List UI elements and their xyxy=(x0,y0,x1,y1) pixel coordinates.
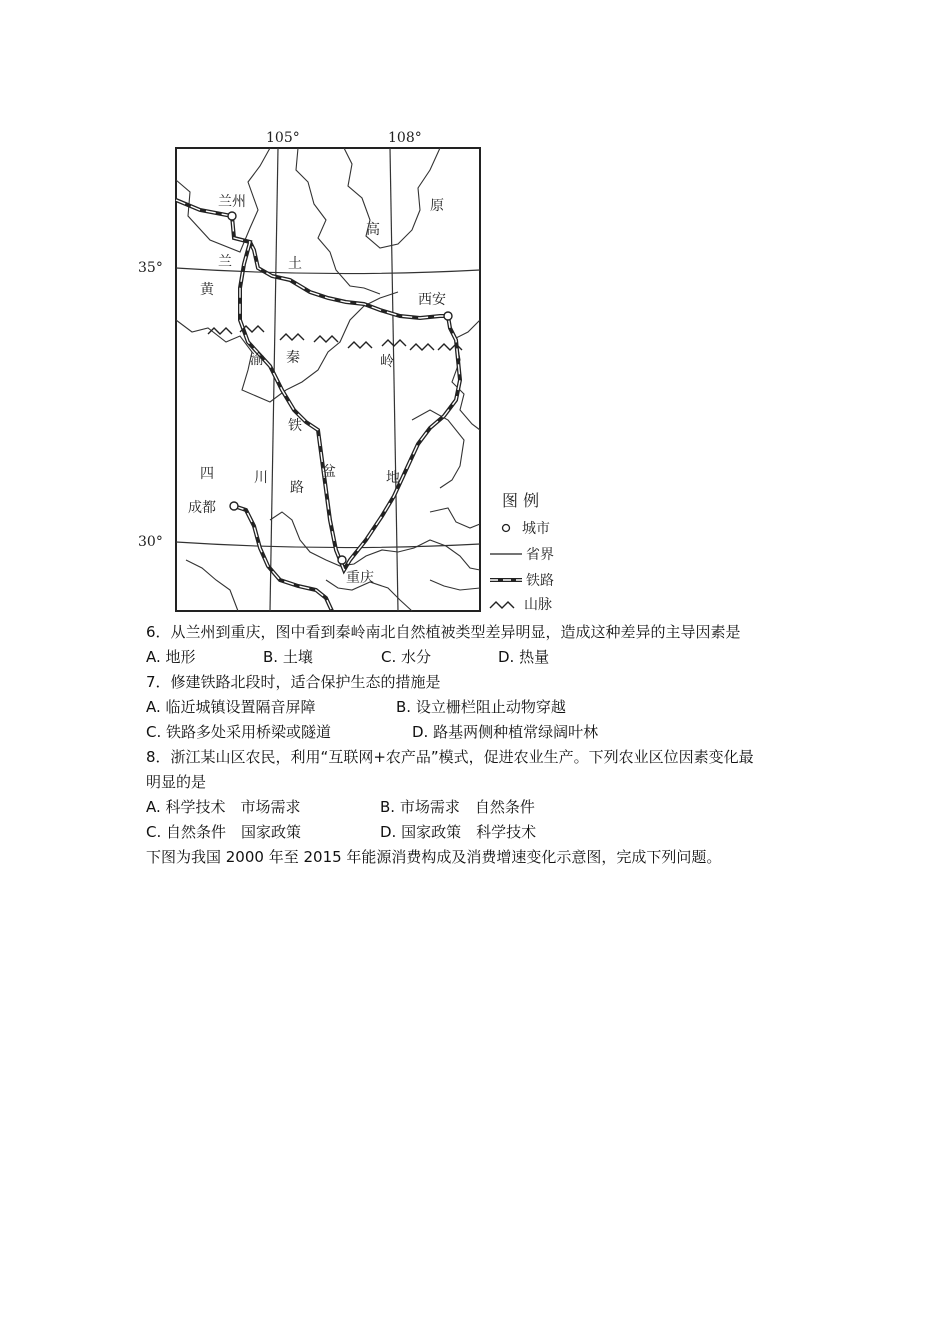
q8-option-c[interactable]: C. 自然条件 国家政策 xyxy=(146,823,302,841)
lon-label-105: 105° xyxy=(266,130,300,146)
q8-stem-line2: 明显的是 xyxy=(146,773,207,791)
q6-options xyxy=(146,645,826,670)
q6-stem: 6．从兰州到重庆，图中看到秦岭南北自然植被类型差异明显，造成这种差异的主导因素是 xyxy=(146,623,741,641)
railway-map-figure xyxy=(130,120,570,620)
q8-option-b[interactable]: B. 市场需求 自然条件 xyxy=(380,798,535,816)
legend-title: 图 例 xyxy=(502,491,540,510)
q7-options-row1 xyxy=(146,695,826,720)
q8-options-row2 xyxy=(146,820,826,845)
city-chengdu-marker xyxy=(230,502,238,510)
q7-stem: 7．修建铁路北段时，适合保护生态的措施是 xyxy=(146,673,441,691)
city-label-chengdu: 成都 xyxy=(188,500,216,516)
region-char-tie: 铁 xyxy=(288,418,302,434)
city-xian-marker xyxy=(444,312,452,320)
legend-boundary-label: 省界 xyxy=(526,547,554,563)
legend-mountain-icon xyxy=(490,602,514,608)
legend-city-label: 城市 xyxy=(522,521,550,537)
q6-option-d[interactable]: D. 热量 xyxy=(498,648,550,666)
lat-label-35: 35° xyxy=(138,260,163,276)
region-char-di: 地 xyxy=(386,470,400,486)
q6-option-a[interactable]: A. 地形 xyxy=(146,648,196,666)
region-char-gao: 高 xyxy=(366,222,380,238)
city-label-lanzhou: 兰州 xyxy=(218,194,246,210)
legend-city-icon xyxy=(503,525,510,532)
region-char-yu: 渝 xyxy=(250,352,264,368)
region-char-lu: 路 xyxy=(290,480,304,496)
q7-option-b[interactable]: B. 设立栅栏阻止动物穿越 xyxy=(396,698,566,716)
city-lanzhou-marker xyxy=(228,212,236,220)
q8-stem-line1: 8．浙江某山区农民，利用“互联网+农产品”模式，促进农业生产。下列农业区位因素变化最 xyxy=(146,748,754,766)
region-char-chuan: 川 xyxy=(254,470,268,486)
legend-railway-label: 铁路 xyxy=(526,573,554,589)
q7-options-row2 xyxy=(146,720,826,745)
lat-label-30: 30° xyxy=(138,534,163,550)
region-char-tu: 土 xyxy=(288,256,302,272)
province-boundaries xyxy=(176,148,480,611)
q6-option-b[interactable]: B. 土壤 xyxy=(263,648,313,666)
next-figure-intro: 下图为我国 2000 年至 2015 年能源消费构成及消费增速变化示意图，完成下列问题。 xyxy=(146,848,722,866)
q7-option-d[interactable]: D. 路基两侧种植常绿阔叶林 xyxy=(412,723,599,741)
region-char-qin: 秦 xyxy=(286,350,300,366)
meridian-108 xyxy=(390,148,398,611)
city-chongqing-marker xyxy=(338,556,346,564)
railway-map xyxy=(130,120,570,620)
region-char-ling: 岭 xyxy=(380,354,394,370)
q8-option-a[interactable]: A. 科学技术 市场需求 xyxy=(146,798,301,816)
map-legend xyxy=(490,491,554,613)
q7-option-c[interactable]: C. 铁路多处采用桥梁或隧道 xyxy=(146,723,332,741)
region-char-lan: 兰 xyxy=(218,254,232,270)
q8-options-row1 xyxy=(146,795,826,820)
region-char-pen: 盆 xyxy=(322,464,336,480)
questions-text xyxy=(146,620,826,870)
q7-option-a[interactable]: A. 临近城镇设置隔音屏障 xyxy=(146,698,316,716)
q8-option-d[interactable]: D. 国家政策 科学技术 xyxy=(380,823,537,841)
parallel-30 xyxy=(176,542,480,548)
city-label-chongqing: 重庆 xyxy=(346,570,374,586)
legend-mountain-label: 山脉 xyxy=(524,597,552,613)
region-char-yuan: 原 xyxy=(430,198,444,214)
q6-option-c[interactable]: C. 水分 xyxy=(381,648,432,666)
region-char-si: 四 xyxy=(200,466,214,482)
city-label-xian: 西安 xyxy=(418,292,446,308)
lon-label-108: 108° xyxy=(388,130,422,146)
region-char-huang: 黄 xyxy=(200,282,214,298)
